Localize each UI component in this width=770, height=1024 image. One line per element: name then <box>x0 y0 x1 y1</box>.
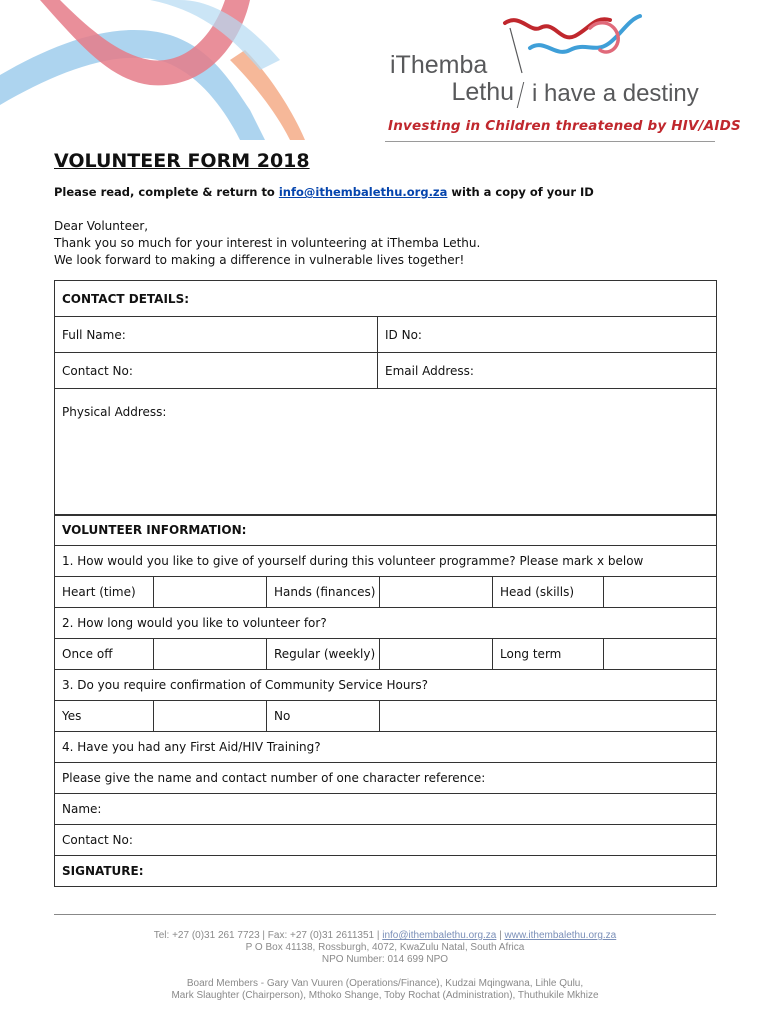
option-heart: Heart (time) <box>55 577 154 608</box>
option-yes: Yes <box>55 701 154 732</box>
email-link[interactable]: info@ithembalethu.org.za <box>278 185 448 199</box>
footer-npo: NPO Number: 014 699 NPO <box>321 954 449 965</box>
option-no: No <box>267 701 380 732</box>
footer <box>54 930 716 1002</box>
reference-name-field[interactable]: Name: <box>55 794 717 825</box>
greeting <box>54 218 480 269</box>
question-4[interactable]: 4. Have you had any First Aid/HIV Training? <box>55 732 717 763</box>
footer-website-link[interactable]: www.ithembalethu.org.za <box>504 930 617 941</box>
footer-tel-fax: Tel: +27 (0)31 261 7723 | Fax: +27 (0)31 2611351 | <box>153 930 383 941</box>
mark-box-long-term[interactable] <box>604 639 717 670</box>
question-1: 1. How would you like to give of yourself during this volunteer programme? Please mark x below <box>55 546 717 577</box>
option-once-off: Once off <box>55 639 154 670</box>
brand-tagline: i have a destiny <box>532 80 699 107</box>
reference-contact-field[interactable]: Contact No: <box>55 825 717 856</box>
instruction-suffix: with a copy of your ID <box>447 185 594 199</box>
footer-address: P O Box 41138, Rossburgh, 4072, KwaZulu Natal, South Africa <box>245 942 525 953</box>
option-regular: Regular (weekly) <box>267 639 380 670</box>
greeting-line: Dear Volunteer, <box>54 219 149 233</box>
brand-line-2: Lethu <box>451 78 514 106</box>
contact-no-field[interactable]: Contact No: <box>55 353 378 389</box>
greeting-line: Thank you so much for your interest in volunteering at iThemba Lethu. <box>54 236 481 250</box>
instruction-prefix: Please read, complete & return to <box>54 185 279 199</box>
mark-box-hands[interactable] <box>380 577 493 608</box>
footer-divider <box>54 914 716 915</box>
brand-subtitle: Investing in Children threatened by HIV/AIDS <box>388 118 741 134</box>
footer-email-link[interactable]: info@ithembalethu.org.za <box>382 930 497 941</box>
page-title: VOLUNTEER FORM 2018 <box>54 150 310 172</box>
mark-box-no[interactable] <box>380 701 717 732</box>
email-address-field[interactable]: Email Address: <box>378 353 717 389</box>
mark-box-regular[interactable] <box>380 639 493 670</box>
full-name-field[interactable]: Full Name: <box>55 317 378 353</box>
option-hands: Hands (finances) <box>267 577 380 608</box>
mark-box-head[interactable] <box>604 577 717 608</box>
id-no-field[interactable]: ID No: <box>378 317 717 353</box>
footer-contact-line <box>54 930 716 942</box>
ribbons-decoration <box>0 0 330 145</box>
footer-board-line-1: Board Members - Gary Van Vuuren (Operations/Finance), Kudzai Mqingwana, Lihle Qulu, <box>186 978 584 989</box>
mark-box-once-off[interactable] <box>154 639 267 670</box>
contact-heading: CONTACT DETAILS: <box>55 281 717 317</box>
logo-mark <box>500 8 650 78</box>
footer-separator: | <box>496 930 505 941</box>
instruction-line <box>54 185 594 199</box>
brand-line-1: iThemba <box>390 51 488 79</box>
mark-box-heart[interactable] <box>154 577 267 608</box>
brand-name <box>388 52 518 106</box>
volunteer-information-table <box>54 514 717 887</box>
greeting-line: We look forward to making a difference in vulnerable lives together! <box>54 253 465 267</box>
question-2: 2. How long would you like to volunteer for? <box>55 608 717 639</box>
reference-prompt: Please give the name and contact number of one character reference: <box>55 763 717 794</box>
option-head: Head (skills) <box>493 577 604 608</box>
header-divider <box>385 141 715 142</box>
physical-address-field[interactable]: Physical Address: <box>55 389 717 516</box>
footer-board-line-2: Mark Slaughter (Chairperson), Mthoko Shange, Toby Rochat (Administration), Thuthukile Mkhize <box>171 990 599 1001</box>
question-3: 3. Do you require confirmation of Community Service Hours? <box>55 670 717 701</box>
option-long-term: Long term <box>493 639 604 670</box>
signature-field[interactable]: SIGNATURE: <box>55 856 717 887</box>
mark-box-yes[interactable] <box>154 701 267 732</box>
volunteer-heading: VOLUNTEER INFORMATION: <box>55 515 717 546</box>
contact-details-table <box>54 280 717 516</box>
